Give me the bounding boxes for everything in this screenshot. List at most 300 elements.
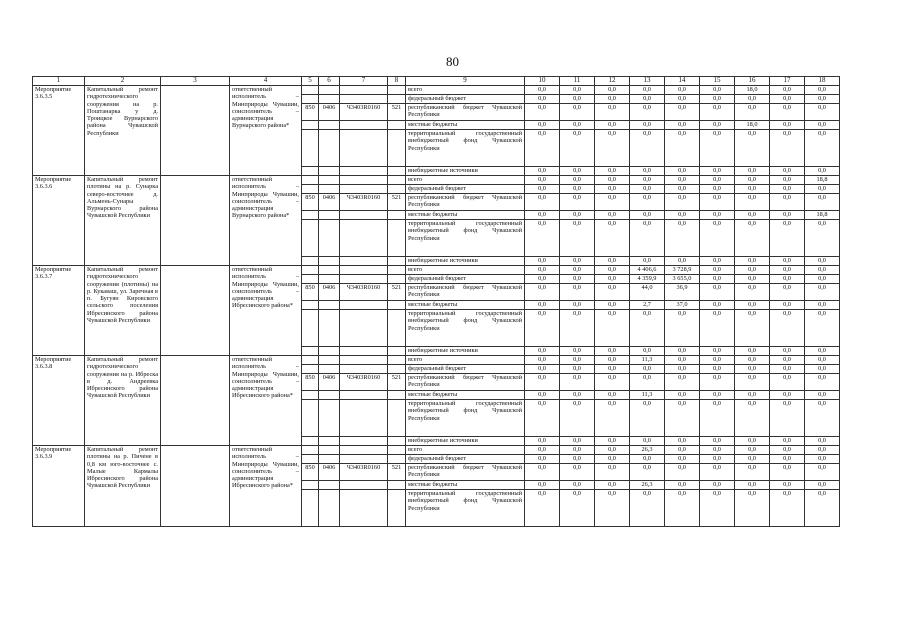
funding-value: 0,0 <box>630 455 665 464</box>
funding-value: 0,0 <box>630 464 665 481</box>
empty-cell <box>302 121 319 130</box>
funding-value: 0,0 <box>560 194 595 211</box>
funding-value: 0,0 <box>525 284 560 301</box>
responsible-text: ответственный исполнитель – Минприроды Чувашии, соисполнитель – администрация <box>232 356 299 393</box>
funding-value: 0,0 <box>700 310 735 347</box>
empty-cell <box>302 310 319 347</box>
funding-source: всего <box>406 266 525 275</box>
responsible-district: Ибресинского района* <box>232 392 293 400</box>
empty-cell <box>340 211 388 220</box>
funding-value: 0,0 <box>805 455 840 464</box>
empty-cell <box>340 481 388 490</box>
responsible-executor <box>230 176 302 266</box>
empty-cell <box>319 275 340 284</box>
header-col-9: 9 <box>406 77 525 86</box>
funding-value: 0,0 <box>770 275 805 284</box>
funding-value: 0,0 <box>560 437 595 446</box>
funding-value: 0,0 <box>805 446 840 455</box>
responsible-executor <box>230 86 302 176</box>
funding-value: 0,0 <box>560 481 595 490</box>
funding-value: 0,0 <box>560 400 595 437</box>
empty-cell <box>340 167 388 176</box>
funding-value: 0,0 <box>700 284 735 301</box>
funding-value: 0,0 <box>735 400 770 437</box>
funding-source: территориальный государственный внебюджетный фонд Чувашской Республики <box>406 310 525 347</box>
funding-value: 0,0 <box>525 490 560 527</box>
empty-cell <box>388 266 406 275</box>
funding-value: 0,0 <box>665 464 700 481</box>
table-row <box>33 356 840 365</box>
funding-value: 0,0 <box>770 464 805 481</box>
funding-value: 11,3 <box>630 356 665 365</box>
funding-value: 0,0 <box>525 86 560 95</box>
funding-value: 0,0 <box>805 104 840 121</box>
empty-cell <box>340 257 388 266</box>
funding-value: 0,0 <box>525 301 560 310</box>
funding-value: 0,0 <box>665 310 700 347</box>
budget-code: 850 <box>302 284 319 301</box>
empty-cell <box>302 301 319 310</box>
responsible-text: ответственный исполнитель – Минприроды Чувашии, соисполнитель – администрация <box>232 446 299 483</box>
empty-cell <box>302 130 319 167</box>
funding-value: 0,0 <box>805 86 840 95</box>
funding-source: территориальный государственный внебюджетный фонд Чувашской Республики <box>406 220 525 257</box>
funding-value: 0,0 <box>665 194 700 211</box>
funding-value: 4 359,9 <box>630 275 665 284</box>
header-col-3: 3 <box>161 77 230 86</box>
empty-cell <box>302 95 319 104</box>
funding-value: 0,0 <box>735 391 770 400</box>
funding-value: 0,0 <box>665 446 700 455</box>
empty-cell <box>302 400 319 437</box>
funding-value: 0,0 <box>595 455 630 464</box>
funding-value: 0,0 <box>700 121 735 130</box>
header-col-5: 5 <box>302 77 319 86</box>
measure-name: Капитальный ремонт плотины на р. Пичене в 0,8 км юго-восточнее с. Малые Кармалы Ибресинского района Чувашской Республики <box>85 446 161 527</box>
budget-code: 0406 <box>319 194 340 211</box>
funding-value: 36,9 <box>665 284 700 301</box>
funding-value: 0,0 <box>770 86 805 95</box>
funding-value: 0,0 <box>665 391 700 400</box>
funding-value: 0,0 <box>735 455 770 464</box>
measure-id: Мероприятие 3.6.3.6 <box>33 176 85 266</box>
empty-cell <box>302 356 319 365</box>
funding-value: 0,0 <box>630 121 665 130</box>
funding-value: 0,0 <box>735 194 770 211</box>
funding-table <box>32 76 840 527</box>
empty-cell <box>302 86 319 95</box>
funding-value: 0,0 <box>630 374 665 391</box>
measure-id: Мероприятие 3.6.3.5 <box>33 86 85 176</box>
empty-cell <box>319 481 340 490</box>
funding-value: 0,0 <box>595 284 630 301</box>
empty-cell <box>388 437 406 446</box>
funding-value: 0,0 <box>805 185 840 194</box>
empty-cell <box>302 167 319 176</box>
funding-value: 0,0 <box>665 176 700 185</box>
funding-value: 0,0 <box>805 400 840 437</box>
funding-value: 0,0 <box>595 400 630 437</box>
funding-source: территориальный государственный внебюджетный фонд Чувашской Республики <box>406 400 525 437</box>
funding-value: 0,0 <box>630 211 665 220</box>
empty-cell <box>388 121 406 130</box>
funding-value: 0,0 <box>525 374 560 391</box>
funding-value: 0,0 <box>735 130 770 167</box>
funding-value: 0,0 <box>525 257 560 266</box>
funding-value: 0,0 <box>770 347 805 356</box>
funding-value: 0,0 <box>735 104 770 121</box>
empty-cell <box>319 437 340 446</box>
funding-value: 0,0 <box>560 275 595 284</box>
header-col-8: 8 <box>388 77 406 86</box>
page-number: 80 <box>446 54 459 69</box>
empty-cell <box>302 220 319 257</box>
funding-value: 0,0 <box>665 95 700 104</box>
funding-value: 0,0 <box>595 167 630 176</box>
funding-value: 0,0 <box>560 211 595 220</box>
funding-value: 0,0 <box>700 347 735 356</box>
funding-value: 0,0 <box>560 490 595 527</box>
funding-value: 0,0 <box>700 464 735 481</box>
funding-value: 0,0 <box>805 310 840 347</box>
funding-source: всего <box>406 176 525 185</box>
empty-cell <box>161 446 230 527</box>
funding-value: 0,0 <box>595 437 630 446</box>
funding-value: 18,0 <box>735 121 770 130</box>
header-col-17: 17 <box>770 77 805 86</box>
empty-cell <box>388 220 406 257</box>
funding-value: 0,0 <box>560 104 595 121</box>
empty-cell <box>388 400 406 437</box>
budget-code: Ч3403R0160 <box>340 104 388 121</box>
funding-value: 0,0 <box>560 86 595 95</box>
funding-value: 0,0 <box>560 446 595 455</box>
funding-value: 0,0 <box>630 490 665 527</box>
empty-cell <box>388 310 406 347</box>
funding-value: 0,0 <box>700 481 735 490</box>
header-col-10: 10 <box>525 77 560 86</box>
funding-value: 0,0 <box>560 95 595 104</box>
empty-cell <box>388 347 406 356</box>
funding-value: 0,0 <box>735 167 770 176</box>
funding-value: 0,0 <box>665 490 700 527</box>
funding-value: 0,0 <box>525 455 560 464</box>
funding-value: 0,0 <box>595 86 630 95</box>
responsible-text: ответственный исполнитель – Минприроды Чувашии, соисполнитель – администрация <box>232 176 299 213</box>
funding-value: 26,3 <box>630 481 665 490</box>
funding-value: 0,0 <box>595 310 630 347</box>
empty-cell <box>319 400 340 437</box>
funding-value: 0,0 <box>525 275 560 284</box>
funding-value: 0,0 <box>630 437 665 446</box>
funding-value: 0,0 <box>595 481 630 490</box>
empty-cell <box>340 455 388 464</box>
funding-value: 0,0 <box>525 391 560 400</box>
empty-cell <box>388 365 406 374</box>
funding-value: 0,0 <box>560 121 595 130</box>
funding-value: 0,0 <box>735 95 770 104</box>
funding-value: 0,0 <box>595 490 630 527</box>
funding-value: 0,0 <box>525 365 560 374</box>
funding-value: 0,0 <box>805 266 840 275</box>
funding-value: 0,0 <box>630 310 665 347</box>
funding-value: 0,0 <box>805 301 840 310</box>
empty-cell <box>319 167 340 176</box>
empty-cell <box>388 130 406 167</box>
header-col-14: 14 <box>665 77 700 86</box>
funding-value: 0,0 <box>630 347 665 356</box>
funding-value: 0,0 <box>595 194 630 211</box>
header-col-2: 2 <box>85 77 161 86</box>
funding-value: 0,0 <box>665 257 700 266</box>
funding-value: 0,0 <box>700 301 735 310</box>
funding-value: 0,0 <box>735 446 770 455</box>
responsible-executor <box>230 356 302 446</box>
funding-value: 0,0 <box>525 95 560 104</box>
funding-source: федеральный бюджет <box>406 185 525 194</box>
responsible-district: Вурнарского района* <box>232 212 290 220</box>
empty-cell <box>340 365 388 374</box>
funding-value: 0,0 <box>735 284 770 301</box>
funding-value: 0,0 <box>560 266 595 275</box>
funding-value: 0,0 <box>595 121 630 130</box>
empty-cell <box>388 391 406 400</box>
funding-value: 0,0 <box>630 185 665 194</box>
funding-value: 0,0 <box>665 365 700 374</box>
empty-cell <box>388 275 406 284</box>
empty-cell <box>340 266 388 275</box>
funding-value: 0,0 <box>805 275 840 284</box>
empty-cell <box>161 86 230 176</box>
funding-value: 0,0 <box>700 86 735 95</box>
funding-value: 4 406,6 <box>630 266 665 275</box>
funding-source: республиканский бюджет Чувашской Республики <box>406 104 525 121</box>
empty-cell <box>302 481 319 490</box>
header-col-1: 1 <box>33 77 85 86</box>
funding-value: 0,0 <box>700 455 735 464</box>
funding-value: 0,0 <box>770 490 805 527</box>
funding-value: 0,0 <box>700 400 735 437</box>
funding-value: 0,0 <box>630 86 665 95</box>
header-col-7: 7 <box>340 77 388 86</box>
funding-value: 0,0 <box>665 400 700 437</box>
empty-cell <box>319 391 340 400</box>
funding-value: 0,0 <box>525 185 560 194</box>
measure-id: Мероприятие 3.6.3.8 <box>33 356 85 446</box>
empty-cell <box>340 95 388 104</box>
funding-value: 0,0 <box>770 121 805 130</box>
table-row <box>33 446 840 455</box>
funding-source: федеральный бюджет <box>406 275 525 284</box>
empty-cell <box>388 446 406 455</box>
empty-cell <box>302 446 319 455</box>
empty-cell <box>319 356 340 365</box>
funding-value: 0,0 <box>735 464 770 481</box>
funding-value: 0,0 <box>770 211 805 220</box>
funding-value: 0,0 <box>525 347 560 356</box>
funding-value: 0,0 <box>595 266 630 275</box>
funding-value: 0,0 <box>525 167 560 176</box>
funding-value: 0,0 <box>735 176 770 185</box>
funding-value: 0,0 <box>735 365 770 374</box>
empty-cell <box>319 211 340 220</box>
funding-value: 11,3 <box>630 391 665 400</box>
funding-source: внебюджетные источники <box>406 437 525 446</box>
empty-cell <box>340 121 388 130</box>
funding-value: 0,0 <box>560 130 595 167</box>
funding-value: 0,0 <box>630 257 665 266</box>
empty-cell <box>388 257 406 266</box>
budget-code: Ч3403R0160 <box>340 464 388 481</box>
funding-value: 0,0 <box>770 310 805 347</box>
funding-value: 0,0 <box>560 464 595 481</box>
funding-value: 0,0 <box>595 176 630 185</box>
empty-cell <box>340 130 388 167</box>
funding-value: 0,0 <box>560 347 595 356</box>
budget-code: 521 <box>388 104 406 121</box>
empty-cell <box>302 455 319 464</box>
funding-value: 3 728,9 <box>665 266 700 275</box>
funding-value: 0,0 <box>805 356 840 365</box>
funding-value: 0,0 <box>770 185 805 194</box>
funding-value: 0,0 <box>770 130 805 167</box>
funding-value: 0,0 <box>805 284 840 301</box>
funding-value: 0,0 <box>525 266 560 275</box>
funding-value: 0,0 <box>560 310 595 347</box>
funding-value: 0,0 <box>805 391 840 400</box>
funding-value: 0,0 <box>560 176 595 185</box>
responsible-district: Вурнарского района* <box>232 122 290 130</box>
table-row <box>33 86 840 95</box>
empty-cell <box>340 400 388 437</box>
empty-cell <box>319 365 340 374</box>
funding-value: 0,0 <box>595 446 630 455</box>
funding-value: 0,0 <box>770 301 805 310</box>
funding-value: 0,0 <box>700 257 735 266</box>
funding-value: 0,0 <box>525 446 560 455</box>
funding-value: 0,0 <box>770 365 805 374</box>
funding-source: республиканский бюджет Чувашской Республики <box>406 284 525 301</box>
funding-value: 0,0 <box>700 167 735 176</box>
funding-value: 0,0 <box>630 220 665 257</box>
funding-value: 0,0 <box>525 211 560 220</box>
budget-code: 0406 <box>319 374 340 391</box>
funding-value: 0,0 <box>665 347 700 356</box>
funding-value: 0,0 <box>560 301 595 310</box>
funding-source: местные бюджеты <box>406 301 525 310</box>
funding-value: 0,0 <box>595 185 630 194</box>
funding-value: 0,0 <box>630 400 665 437</box>
funding-value: 0,0 <box>805 365 840 374</box>
funding-value: 0,0 <box>735 275 770 284</box>
funding-value: 0,0 <box>770 266 805 275</box>
measure-id: Мероприятие 3.6.3.7 <box>33 266 85 356</box>
funding-value: 18,8 <box>805 211 840 220</box>
budget-code: 850 <box>302 194 319 211</box>
funding-value: 0,0 <box>630 365 665 374</box>
funding-value: 0,0 <box>595 301 630 310</box>
funding-value: 0,0 <box>700 490 735 527</box>
budget-code: 850 <box>302 374 319 391</box>
funding-value: 0,0 <box>525 437 560 446</box>
funding-value: 44,0 <box>630 284 665 301</box>
budget-code: 521 <box>388 464 406 481</box>
funding-value: 0,0 <box>665 455 700 464</box>
empty-cell <box>319 301 340 310</box>
funding-value: 0,0 <box>805 95 840 104</box>
budget-code: Ч3403R0160 <box>340 284 388 301</box>
funding-value: 0,0 <box>665 374 700 391</box>
funding-value: 0,0 <box>805 194 840 211</box>
funding-value: 0,0 <box>665 86 700 95</box>
funding-value: 0,0 <box>770 481 805 490</box>
empty-cell <box>388 455 406 464</box>
responsible-text: ответственный исполнитель – Минприроды Чувашии, соисполнитель – администрация <box>232 86 299 123</box>
funding-value: 0,0 <box>595 211 630 220</box>
funding-value: 0,0 <box>595 347 630 356</box>
responsible-district: Ибресинского района* <box>232 302 293 310</box>
funding-source: территориальный государственный внебюджетный фонд Чувашской Республики <box>406 490 525 527</box>
empty-cell <box>340 185 388 194</box>
empty-cell <box>388 185 406 194</box>
funding-value: 0,0 <box>805 167 840 176</box>
funding-value: 0,0 <box>805 464 840 481</box>
funding-value: 0,0 <box>700 446 735 455</box>
funding-source: федеральный бюджет <box>406 455 525 464</box>
funding-value: 0,0 <box>560 455 595 464</box>
funding-value: 0,0 <box>700 275 735 284</box>
funding-source: территориальный государственный внебюджетный фонд Чувашской Республики <box>406 130 525 167</box>
funding-value: 0,0 <box>595 464 630 481</box>
header-col-13: 13 <box>630 77 665 86</box>
budget-code: 850 <box>302 464 319 481</box>
empty-cell <box>161 176 230 266</box>
funding-value: 0,0 <box>805 347 840 356</box>
funding-source: местные бюджеты <box>406 121 525 130</box>
responsible-text: ответственный исполнитель – Минприроды Чувашии, соисполнитель – администрация <box>232 266 299 303</box>
empty-cell <box>319 130 340 167</box>
funding-value: 0,0 <box>595 130 630 167</box>
funding-source: всего <box>406 446 525 455</box>
empty-cell <box>161 266 230 356</box>
empty-cell <box>388 481 406 490</box>
empty-cell <box>302 211 319 220</box>
funding-value: 0,0 <box>560 220 595 257</box>
funding-value: 0,0 <box>525 400 560 437</box>
funding-value: 0,0 <box>805 130 840 167</box>
empty-cell <box>319 455 340 464</box>
funding-value: 0,0 <box>595 391 630 400</box>
funding-value: 18,0 <box>735 86 770 95</box>
empty-cell <box>388 490 406 527</box>
funding-value: 0,0 <box>770 194 805 211</box>
funding-value: 0,0 <box>735 185 770 194</box>
funding-value: 26,3 <box>630 446 665 455</box>
funding-value: 0,0 <box>735 356 770 365</box>
header-col-16: 16 <box>735 77 770 86</box>
funding-value: 0,0 <box>805 220 840 257</box>
empty-cell <box>319 86 340 95</box>
budget-code: 0406 <box>319 104 340 121</box>
budget-code: 0406 <box>319 464 340 481</box>
funding-value: 0,0 <box>700 365 735 374</box>
empty-cell <box>319 95 340 104</box>
budget-code: Ч3403R0160 <box>340 374 388 391</box>
table-row <box>33 176 840 185</box>
empty-cell <box>388 176 406 185</box>
funding-value: 0,0 <box>665 185 700 194</box>
funding-value: 0,0 <box>630 95 665 104</box>
